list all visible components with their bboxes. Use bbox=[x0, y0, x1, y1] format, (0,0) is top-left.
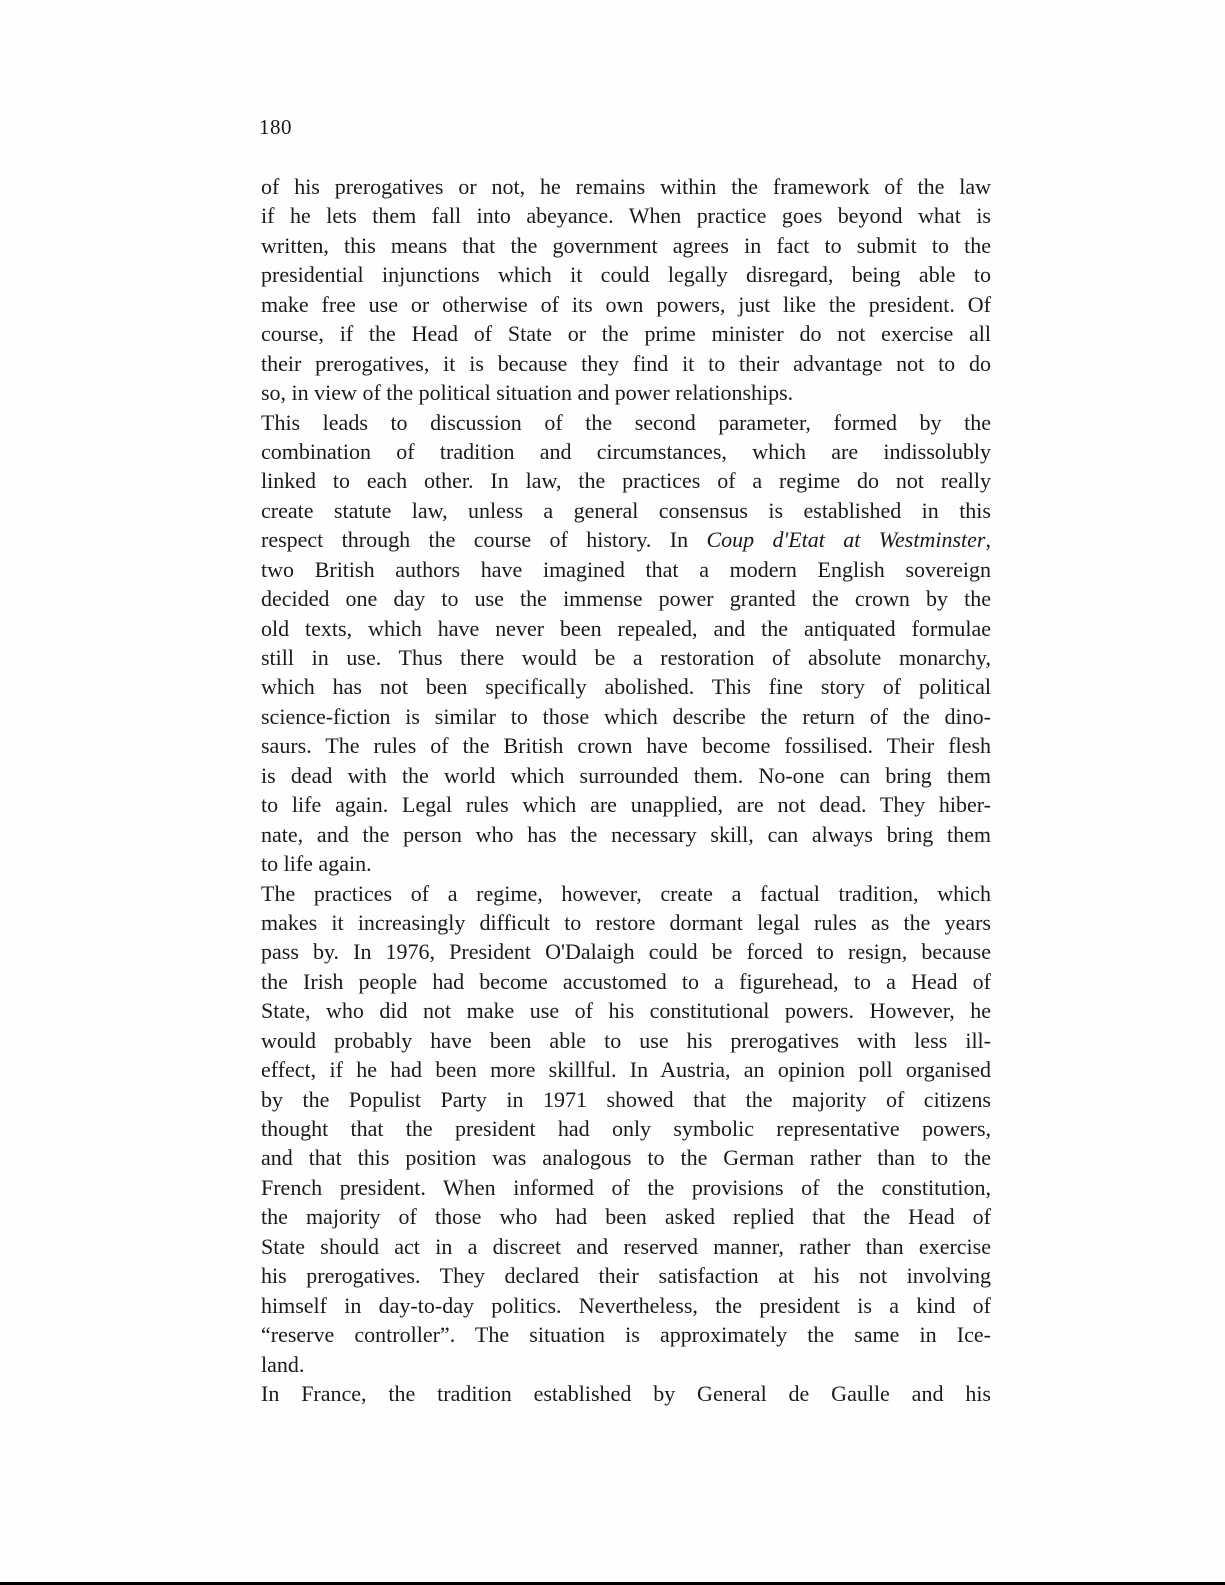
text-line: and that this position was analogous to the German rather than to the bbox=[261, 1145, 991, 1171]
text-line: linked to each other. In law, the practices of a regime do not really bbox=[261, 468, 991, 494]
text-line: would probably have been able to use his prerogatives with less ill- bbox=[261, 1027, 991, 1053]
text-line: their prerogatives, it is because they find it to their advantage not to do bbox=[261, 350, 991, 376]
text-line: his prerogatives. They declared their satisfaction at his not involving bbox=[261, 1263, 991, 1289]
text-line: In France, the tradition established by General de Gaulle and his bbox=[261, 1380, 991, 1406]
text-line bbox=[261, 525, 991, 554]
text-line: combination of tradition and circumstances, which are indissolubly bbox=[261, 438, 991, 464]
text-segment: , bbox=[985, 527, 991, 553]
text-line: The practices of a regime, however, create a factual tradition, which bbox=[261, 880, 991, 906]
text-line: science-fiction is similar to those which describe the return of the dino- bbox=[261, 703, 991, 729]
text-line: “reserve controller”. The situation is approximately the same in Ice- bbox=[261, 1322, 991, 1348]
text-line: This leads to discussion of the second parameter, formed by the bbox=[261, 409, 991, 435]
text-line: still in use. Thus there would be a restoration of absolute monarchy, bbox=[261, 645, 991, 670]
text-line: to life again. Legal rules which are unapplied, are not dead. They hiber- bbox=[261, 792, 991, 818]
text-line: makes it increasingly difficult to restore dormant legal rules as the years bbox=[261, 909, 991, 935]
text-line: State, who did not make use of his constitutional powers. However, he bbox=[261, 998, 991, 1024]
text-line: make free use or otherwise of its own powers, just like the president. Of bbox=[261, 291, 991, 317]
book-title-italic: Coup d'Etat at Westminster bbox=[706, 527, 986, 553]
text-line: by the Populist Party in 1971 showed that the majority of citizens bbox=[261, 1086, 991, 1112]
text-line: course, if the Head of State or the prime minister do not exercise all bbox=[261, 321, 991, 347]
text-line: two British authors have imagined that a modern English sovereign bbox=[261, 556, 991, 582]
text-line: old texts, which have never been repealed, and the antiquated formulae bbox=[261, 615, 991, 641]
text-line: thought that the president had only symbolic representative powers, bbox=[261, 1116, 991, 1141]
text-line: if he lets them fall into abeyance. When practice goes beyond what is bbox=[261, 203, 991, 229]
text-line: is dead with the world which surrounded them. No-one can bring them bbox=[261, 762, 991, 788]
text-line: decided one day to use the immense power granted the crown by the bbox=[261, 586, 991, 612]
text-line: himself in day-to-day politics. Nevertheless, the president is a kind of bbox=[261, 1292, 991, 1318]
text-line: the majority of those who had been asked replied that the Head of bbox=[261, 1204, 991, 1230]
text-line: nate, and the person who has the necessary skill, can always bring them bbox=[261, 821, 991, 847]
text-line: the Irish people had become accustomed to a figurehead, to a Head of bbox=[261, 968, 991, 994]
text-line: presidential injunctions which it could legally disregard, being able to bbox=[261, 262, 991, 288]
text-segment: respect through the course of history. In bbox=[261, 527, 707, 553]
page-number: 180 bbox=[259, 115, 292, 139]
text-line: State should act in a discreet and reserved manner, rather than exercise bbox=[261, 1233, 991, 1259]
text-line: French president. When informed of the provisions of the constitution, bbox=[261, 1174, 991, 1200]
text-line: land. bbox=[261, 1351, 305, 1377]
text-line: of his prerogatives or not, he remains within the framework of the law bbox=[261, 174, 991, 199]
body-text bbox=[261, 172, 991, 1408]
text-line: create statute law, unless a general consensus is established in this bbox=[261, 497, 991, 523]
text-line: which has not been specifically abolished. This fine story of political bbox=[261, 674, 991, 700]
text-line: written, this means that the government agrees in fact to submit to the bbox=[261, 232, 991, 258]
text-line: effect, if he had been more skillful. In Austria, an opinion poll organised bbox=[261, 1057, 991, 1083]
text-line: saurs. The rules of the British crown have become fossilised. Their flesh bbox=[261, 733, 991, 759]
text-line: pass by. In 1976, President O'Dalaigh could be forced to resign, because bbox=[261, 939, 991, 965]
text-line: so, in view of the political situation and power relationships. bbox=[261, 380, 794, 406]
text-line: to life again. bbox=[261, 851, 372, 877]
